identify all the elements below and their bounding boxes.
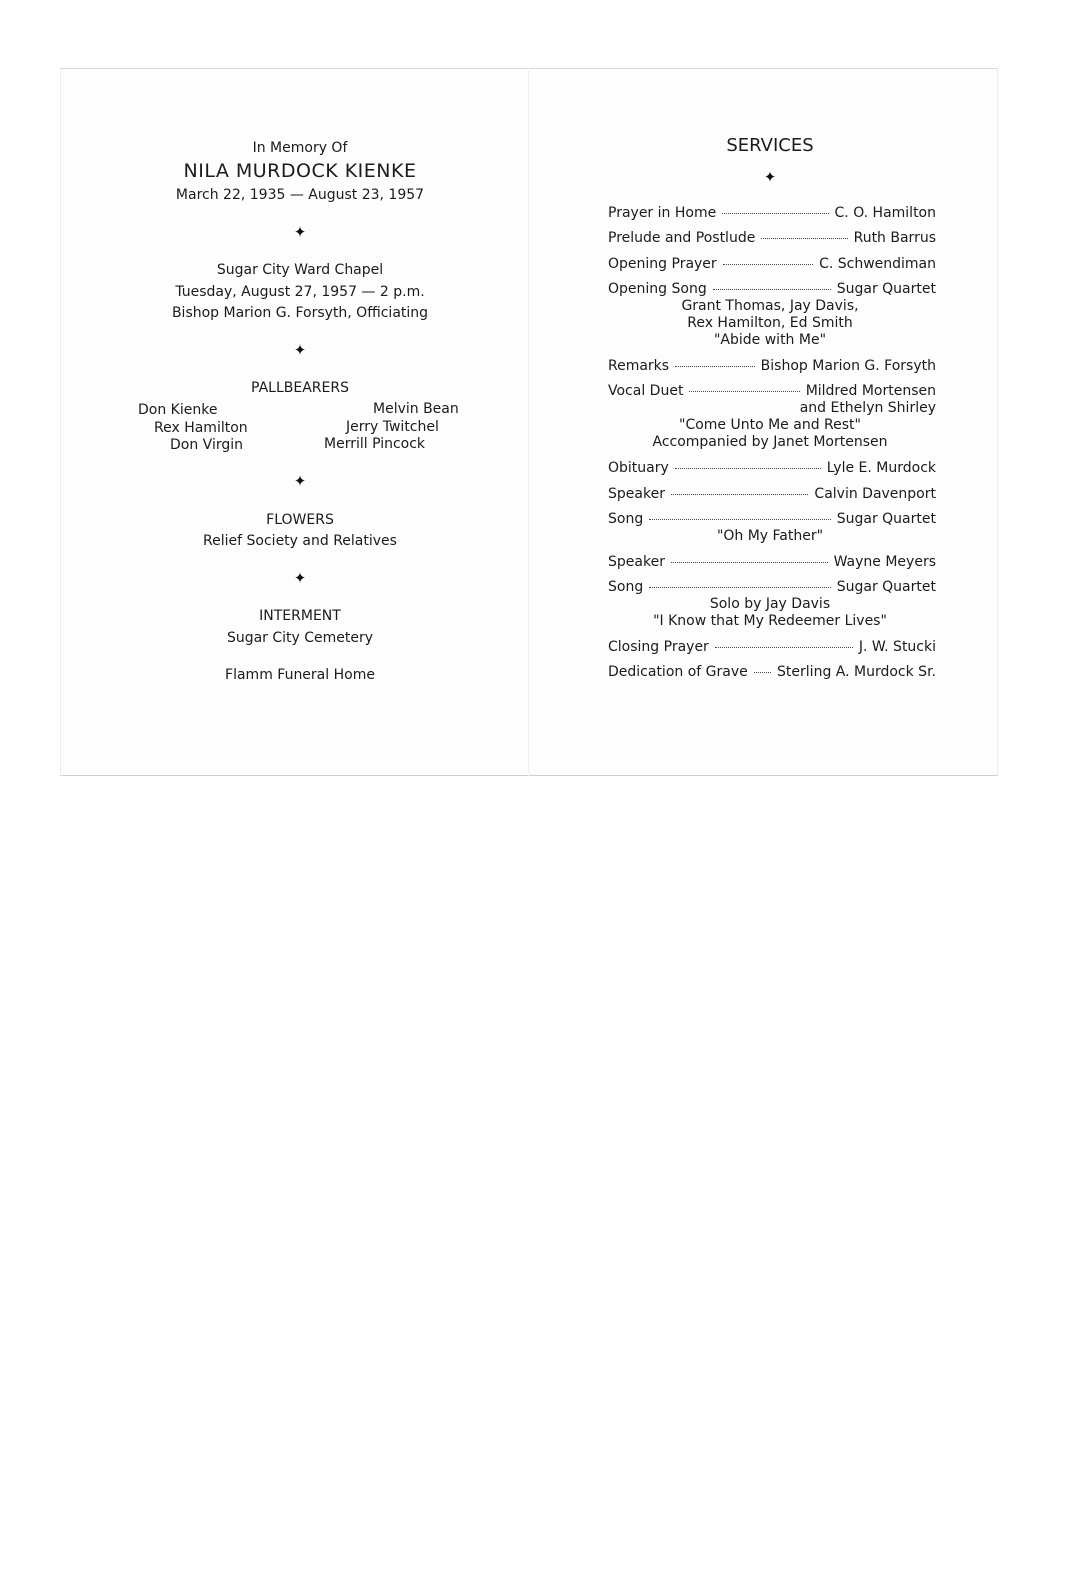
service-value: J. W. Stucki [858,639,936,655]
service-row [608,511,936,528]
service-detail: "Come Unto Me and Rest" [679,417,861,433]
service-detail: "I Know that My Redeemer Lives" [653,613,887,629]
service-label: Closing Prayer [608,639,709,655]
service-row [608,486,936,503]
service-detail: "Abide with Me" [713,332,827,348]
dot-leader [713,289,831,290]
pallbearers-heading: PALLBEARERS [251,380,349,396]
service-label: Prayer in Home [608,205,717,221]
star-divider-icon: ✦ [293,472,307,490]
dot-leader [675,468,821,469]
dot-leader [723,264,813,265]
service-value: Sterling A. Murdock Sr. [777,664,936,680]
dot-leader [649,587,831,588]
service-row [608,230,936,247]
dot-leader [689,391,799,392]
dot-leader [761,238,847,239]
service-row [608,579,936,596]
service-detail: and Ethelyn Shirley [799,400,936,416]
service-row [608,256,936,273]
service-row [608,460,936,477]
service-label: Speaker [608,554,665,570]
interment-text: Sugar City Cemetery [226,630,374,646]
pallbearer: Melvin Bean [373,401,459,417]
deceased-name: NILA MURDOCK KIENKE [183,160,417,182]
services-title: SERVICES [726,135,814,156]
service-label: Opening Song [608,281,707,297]
star-divider-icon: ✦ [293,569,307,587]
service-value: Sugar Quartet [836,579,936,595]
dot-leader [722,213,828,214]
service-value: Sugar Quartet [836,281,936,297]
service-value: Lyle E. Murdock [826,460,936,476]
service-row [608,639,936,656]
service-label: Song [608,579,644,595]
service-value: Sugar Quartet [836,511,936,527]
service-row [608,281,936,298]
service-label: Vocal Duet [608,383,684,399]
chapel: Sugar City Ward Chapel [216,262,384,278]
service-label: Song [608,511,644,527]
flowers-heading: FLOWERS [266,512,334,528]
pallbearer: Rex Hamilton [154,420,248,436]
funeral-home: Flamm Funeral Home [225,667,375,683]
star-divider-icon: ✦ [763,168,777,186]
dot-leader [715,647,853,648]
star-divider-icon: ✦ [293,223,307,241]
pallbearer: Jerry Twitchel [346,419,439,435]
service-row [608,358,936,375]
interment-heading: INTERMENT [259,608,341,624]
service-value: Bishop Marion G. Forsyth [760,358,936,374]
service-row [608,554,936,571]
officiating: Bishop Marion G. Forsyth, Officiating [171,305,429,321]
service-detail: Accompanied by Janet Mortensen [652,434,888,450]
memory-label: In Memory Of [252,140,348,156]
pallbearer: Don Virgin [170,437,243,453]
service-label: Speaker [608,486,665,502]
service-value: C. O. Hamilton [834,205,936,221]
pallbearer: Don Kienke [138,402,218,418]
dot-leader [675,366,755,367]
service-label: Remarks [608,358,670,374]
star-divider-icon: ✦ [293,341,307,359]
service-value: Calvin Davenport [814,486,936,502]
service-label: Dedication of Grave [608,664,748,680]
dot-leader [671,494,808,495]
service-row [608,205,936,222]
service-detail: Rex Hamilton, Ed Smith [687,315,853,331]
service-row [608,383,936,400]
service-label: Prelude and Postlude [608,230,756,246]
dot-leader [649,519,831,520]
flowers-text: Relief Society and Relatives [203,533,397,549]
service-row [608,664,936,681]
dot-leader [754,672,771,673]
service-label: Opening Prayer [608,256,717,272]
service-detail: Grant Thomas, Jay Davis, [681,298,859,314]
service-value: Mildred Mortensen [805,383,936,399]
service-datetime: Tuesday, August 27, 1957 — 2 p.m. [175,284,425,300]
service-detail: Solo by Jay Davis [709,596,831,612]
service-value: C. Schwendiman [819,256,936,272]
service-label: Obituary [608,460,669,476]
pallbearer: Merrill Pincock [324,436,426,452]
life-dates: March 22, 1935 — August 23, 1957 [175,187,425,203]
service-value: Wayne Meyers [833,554,936,570]
dot-leader [671,562,828,563]
service-detail: "Oh My Father" [716,528,824,544]
service-value: Ruth Barrus [853,230,936,246]
